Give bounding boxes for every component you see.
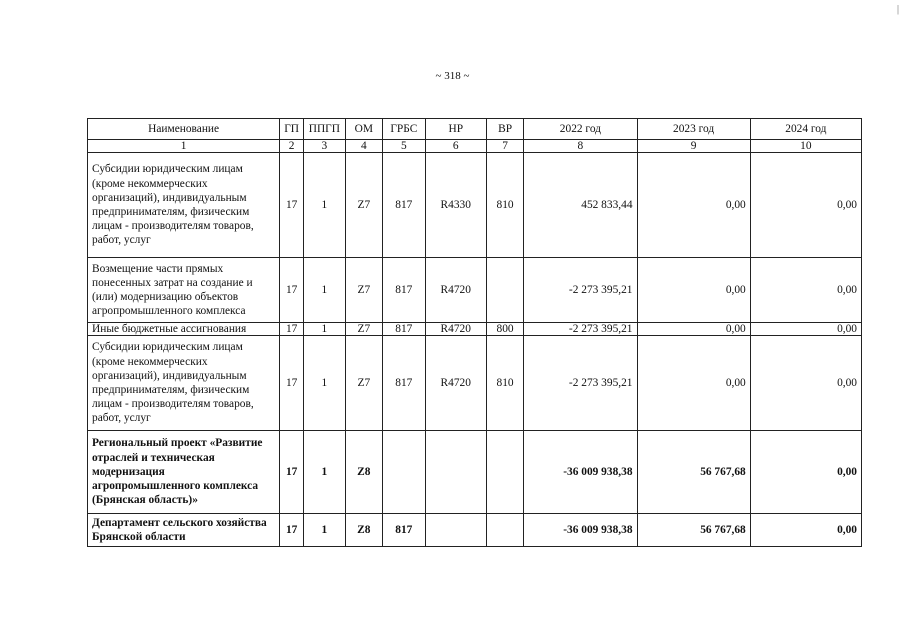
row-nr: R4720 xyxy=(425,258,486,323)
row-name: Региональный проект «Развитие отраслей и техническая модернизация агропромышленного комплекса (Брянская область)» xyxy=(88,431,280,514)
row-nr: R4330 xyxy=(425,153,486,258)
row-name: Иные бюджетные ассигнования xyxy=(88,323,280,336)
row-gp: 17 xyxy=(280,258,304,323)
column-number: 5 xyxy=(383,140,426,153)
header-om: ОМ xyxy=(345,119,382,140)
row-2022: -2 273 395,21 xyxy=(524,336,637,431)
header-gp: ГП xyxy=(280,119,304,140)
row-nr xyxy=(425,431,486,514)
row-2023: 56 767,68 xyxy=(637,431,750,514)
row-2024: 0,00 xyxy=(750,514,861,547)
row-2023: 0,00 xyxy=(637,153,750,258)
row-vr: 810 xyxy=(486,336,523,431)
table-row xyxy=(88,431,862,514)
column-number: 1 xyxy=(88,140,280,153)
row-ppgp: 1 xyxy=(304,431,346,514)
column-number: 4 xyxy=(345,140,382,153)
header-2023: 2023 год xyxy=(637,119,750,140)
column-number: 3 xyxy=(304,140,346,153)
column-number: 7 xyxy=(486,140,523,153)
row-grbs: 817 xyxy=(383,153,426,258)
column-number: 10 xyxy=(750,140,861,153)
row-2024: 0,00 xyxy=(750,431,861,514)
row-2024: 0,00 xyxy=(750,336,861,431)
header-nr: НР xyxy=(425,119,486,140)
row-2023: 0,00 xyxy=(637,336,750,431)
row-2024: 0,00 xyxy=(750,323,861,336)
row-nr: R4720 xyxy=(425,336,486,431)
row-ppgp: 1 xyxy=(304,153,346,258)
header-vr: ВР xyxy=(486,119,523,140)
header-2024: 2024 год xyxy=(750,119,861,140)
table-row xyxy=(88,153,862,258)
budget-table xyxy=(87,118,862,547)
row-om: Z7 xyxy=(345,323,382,336)
row-grbs xyxy=(383,431,426,514)
corner-mark: | xyxy=(896,4,899,15)
row-2022: -36 009 938,38 xyxy=(524,431,637,514)
row-2022: -2 273 395,21 xyxy=(524,258,637,323)
row-ppgp: 1 xyxy=(304,514,346,547)
row-vr: 810 xyxy=(486,153,523,258)
row-om: Z7 xyxy=(345,258,382,323)
row-om: Z7 xyxy=(345,153,382,258)
column-number-row xyxy=(88,140,862,153)
row-grbs: 817 xyxy=(383,323,426,336)
row-2024: 0,00 xyxy=(750,153,861,258)
row-name: Субсидии юридическим лицам (кроме некоммерческих организаций), индивидуальным предпринимателям, физическим лицам - производителям товаров, работ, услуг xyxy=(88,153,280,258)
table-row xyxy=(88,323,862,336)
column-number: 8 xyxy=(524,140,637,153)
row-nr xyxy=(425,514,486,547)
row-ppgp: 1 xyxy=(304,323,346,336)
row-grbs: 817 xyxy=(383,514,426,547)
row-2023: 0,00 xyxy=(637,258,750,323)
row-nr: R4720 xyxy=(425,323,486,336)
row-2023: 0,00 xyxy=(637,323,750,336)
row-vr xyxy=(486,514,523,547)
row-om: Z7 xyxy=(345,336,382,431)
header-2022: 2022 год xyxy=(524,119,637,140)
row-2022: -36 009 938,38 xyxy=(524,514,637,547)
row-2022: -2 273 395,21 xyxy=(524,323,637,336)
column-number: 9 xyxy=(637,140,750,153)
page-number: ~ 318 ~ xyxy=(435,70,470,82)
row-gp: 17 xyxy=(280,323,304,336)
row-om: Z8 xyxy=(345,514,382,547)
header-ppgp: ППГП xyxy=(304,119,346,140)
row-vr: 800 xyxy=(486,323,523,336)
row-2023: 56 767,68 xyxy=(637,514,750,547)
row-2022: 452 833,44 xyxy=(524,153,637,258)
table-row xyxy=(88,258,862,323)
column-number: 6 xyxy=(425,140,486,153)
header-name: Наименование xyxy=(88,119,280,140)
row-gp: 17 xyxy=(280,336,304,431)
row-ppgp: 1 xyxy=(304,258,346,323)
row-2024: 0,00 xyxy=(750,258,861,323)
row-name: Возмещение части прямых понесенных затрат на создание и (или) модернизацию объектов агропромышленного комплекса xyxy=(88,258,280,323)
row-gp: 17 xyxy=(280,431,304,514)
row-om: Z8 xyxy=(345,431,382,514)
table-row xyxy=(88,514,862,547)
row-ppgp: 1 xyxy=(304,336,346,431)
row-name: Департамент сельского хозяйства Брянской области xyxy=(88,514,280,547)
row-grbs: 817 xyxy=(383,336,426,431)
column-number: 2 xyxy=(280,140,304,153)
row-name: Субсидии юридическим лицам (кроме некоммерческих организаций), индивидуальным предпринимателям, физическим лицам - производителям товаров, работ, услуг xyxy=(88,336,280,431)
row-gp: 17 xyxy=(280,153,304,258)
table-row xyxy=(88,336,862,431)
header-row xyxy=(88,119,862,140)
row-gp: 17 xyxy=(280,514,304,547)
row-vr xyxy=(486,258,523,323)
row-grbs: 817 xyxy=(383,258,426,323)
row-vr xyxy=(486,431,523,514)
header-grbs: ГРБС xyxy=(383,119,426,140)
